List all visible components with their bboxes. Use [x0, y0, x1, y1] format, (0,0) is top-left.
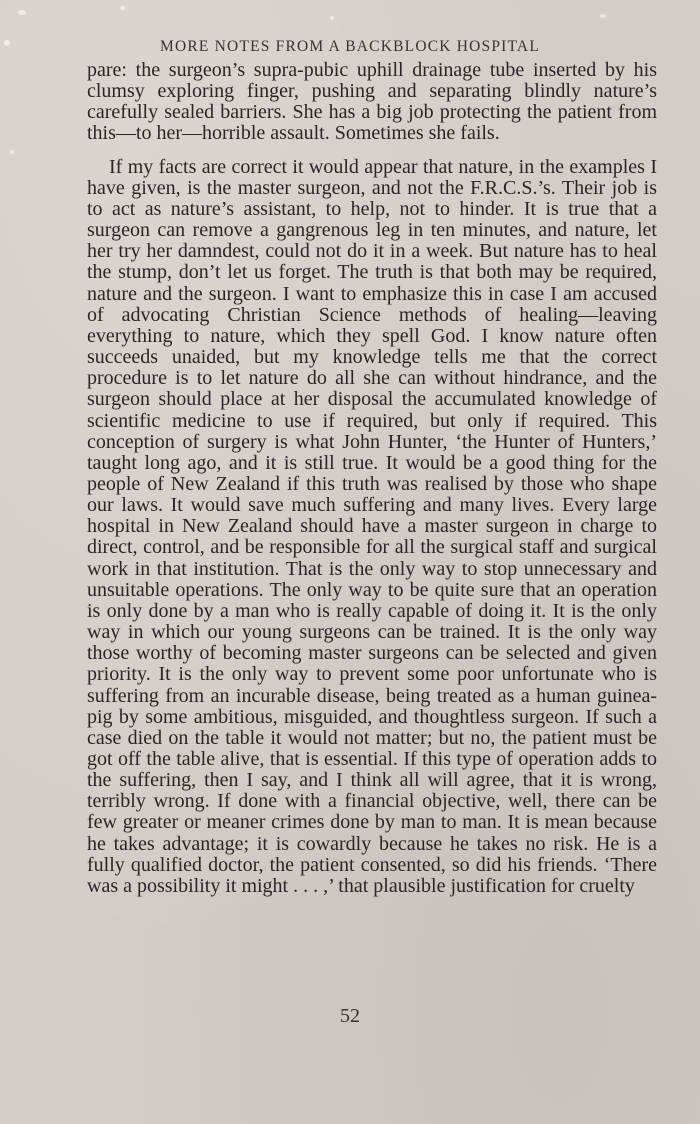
paper-speck [120, 6, 125, 10]
paragraph: If my facts are correct it would appear that nature, in the examples I have given, is the master surgeon, and not the F.R.C.S.’s. Their job is to act as nature’s assistant, to help, not to hinder. It is true that a surgeon can remove a gangrenous leg in ten minutes, and nature, let her try her damndest, could not do it in a week. But nature has to heal the stump, don’t let us forget. The truth is that both may be required, nature and the surgeon. I want to emphasize this in case I am accused of advocating Christian Science methods of healing—leaving everything to nature, which they spell God. I know nature often succeeds unaided, but my knowledge tells me that the correct procedure is to let nature do all she can without hindrance, and the surgeon should place at her disposal the accumulated knowledge of scientific medicine to use if required, but only if required. This conception of surgery is what John Hunter, ‘the Hunter of Hunters,’ taught long ago, and it is still true. It would be a good thing for the people of New Zealand if this truth was realised by those who shape our laws. It would save much suffering and many lives. Every large hospital in New Zealand should have a master surgeon in charge to direct, control, and be responsible for all the surgical staff and surgical work in that institution. That is the only way to stop unnecessary and unsuitable operations. The only way to be quite sure that an operation is only done by a man who is really capable of doing it. It is the only way in which our young surgeons can be trained. It is the only way those worthy of becoming master surgeons can be selected and given priority. It is the only way to prevent some poor unfortunate who is suffering from an incurable disease, being treated as a human guinea-pig by some ambitious, misguided, and thoughtless surgeon. If such a case died on the table it would not matter; but no, the patient must be got off the table alive, that is essential. If this type of operation adds to the suffering, then I say, and I think all will agree, that it is wrong, terribly wrong. If done with a financial objective, well, there can be few greater or meaner crimes done by man to man. It is mean because he takes advantage; it is cowardly because he takes no risk. He is a fully qualified doctor, the patient consented, so did his friends. ‘There was a possibility it might . . . ,’ that plausible justification for cruelty [87, 155, 657, 897]
body-text [87, 60, 657, 897]
paragraph: pare: the surgeon’s supra-pubic uphill drainage tube inserted by his clumsy exploring finger, pushing and separating blindly nature’s carefully sealed barriers. She has a big job protecting the patient from this—to her—horrible assault. Sometimes she fails. [87, 59, 657, 145]
paper-speck [10, 150, 14, 154]
paper-speck [18, 10, 26, 15]
paper-speck [330, 16, 334, 20]
page-number: 52 [340, 1005, 360, 1027]
running-head: MORE NOTES FROM A BACKBLOCK HOSPITAL [160, 38, 540, 55]
paper-speck [600, 14, 606, 18]
paper-speck [4, 40, 10, 46]
